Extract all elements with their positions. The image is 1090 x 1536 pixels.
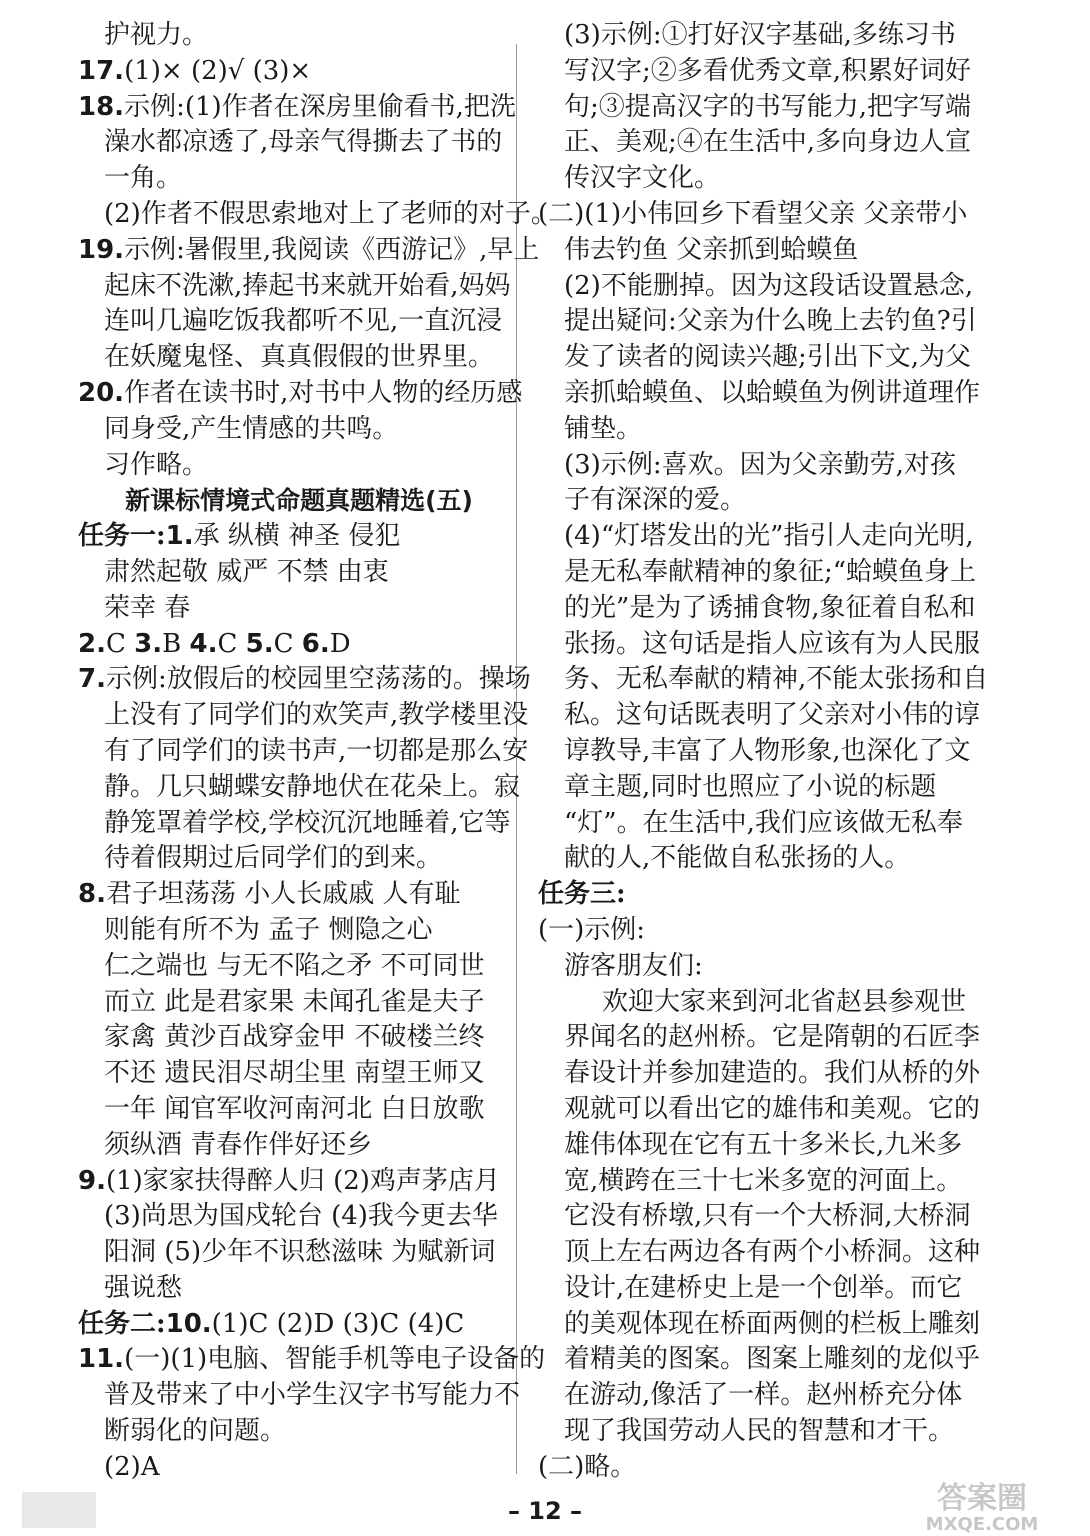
left-column — [78, 18, 557, 1486]
answer-text: (1)× (2)√ (3)× — [124, 55, 312, 86]
answer-text: 发了读者的阅读兴趣;引出下文,为父 — [564, 342, 972, 373]
answer-text: 传汉字文化。 — [564, 163, 721, 194]
answer-line — [538, 627, 981, 663]
answer-text: 的光”是为了诱捕食物,象征着自私和 — [564, 592, 976, 623]
answer-text: B — [162, 628, 190, 659]
question-number: 5. — [245, 628, 274, 659]
answer-text: 章主题,同时也照应了小说的标题 — [564, 771, 937, 802]
answer-text: (二)略。 — [538, 1451, 637, 1482]
answer-text: 界闻名的赵州桥。它是隋朝的石匠李 — [564, 1022, 981, 1053]
answer-text: 它没有桥墩,只有一个大桥洞,大桥洞 — [564, 1201, 971, 1232]
answer-line — [78, 1271, 498, 1307]
answer-text: 务、无私奉献的精神,不能太张扬和自 — [564, 664, 989, 695]
answer-text: 待着假期过后同学们的到来。 — [104, 843, 443, 874]
answer-line — [538, 1056, 981, 1092]
answer-line — [78, 877, 498, 913]
answer-text: 写汉字;②多看优秀文章,积累好词好 — [564, 55, 972, 86]
answer-text: 亲抓蛤蟆鱼、以蛤蟆鱼为例讲道理作 — [564, 377, 981, 408]
answer-line — [538, 770, 968, 806]
answer-line — [538, 161, 968, 197]
answer-text: C — [105, 628, 135, 659]
answer-line — [78, 1450, 498, 1486]
answer-line — [538, 412, 968, 448]
question-number: 7. — [78, 664, 106, 695]
question-number: 1. — [165, 521, 194, 552]
answer-text: C — [217, 628, 246, 659]
answer-line — [78, 304, 503, 340]
answer-line — [538, 269, 974, 305]
answer-line — [78, 448, 498, 484]
answer-line — [538, 340, 972, 376]
answer-line — [78, 1164, 498, 1200]
answer-text: 在游动,像活了一样。赵州桥充分体 — [564, 1380, 963, 1411]
answer-line — [538, 949, 968, 985]
answer-text: 示例:暑假里,我阅读《西游记》,早上 — [124, 234, 540, 265]
answer-line — [538, 1378, 968, 1414]
answer-text: 子有深深的爱。 — [564, 485, 747, 516]
answer-text: (一)示例: — [538, 914, 646, 945]
answer-text: 仁之端也 与无不陷之矛 不可同世 — [104, 950, 485, 981]
answer-line — [538, 1307, 981, 1343]
watermark-logo — [888, 1474, 1076, 1534]
question-number: 6. — [301, 628, 330, 659]
answer-text: (2)不能删掉。因为这段话设置悬念, — [564, 270, 974, 301]
answer-line — [538, 304, 977, 340]
answer-text: 强说愁 — [104, 1272, 183, 1303]
answer-text: 的美观体现在桥面两侧的栏板上雕刻 — [564, 1308, 981, 1339]
question-number: 18. — [78, 91, 125, 122]
answer-text: 护视力。 — [104, 20, 209, 50]
answer-line — [78, 197, 557, 233]
task-label: 任务三: — [538, 879, 626, 910]
answer-line — [78, 698, 529, 734]
answer-line — [78, 662, 531, 698]
answer-line — [78, 949, 498, 985]
answer-line — [78, 54, 498, 90]
answer-text: 张扬。这句话是指人应该有为人民服 — [564, 628, 981, 659]
answer-text: 在妖魔鬼怪、真真假假的世界里。 — [104, 342, 495, 373]
answer-line — [538, 591, 976, 627]
answer-line — [78, 770, 521, 806]
answer-text: (1)C (2)D (3)C (4)C — [211, 1308, 465, 1339]
answer-text: 示例:(1)作者在深房里偷看书,把洗 — [124, 91, 516, 122]
answer-line — [538, 985, 968, 1021]
answer-line — [78, 1307, 498, 1343]
answer-text: 肃然起敬 威严 不禁 由衷 — [104, 556, 389, 587]
answer-line — [538, 1414, 968, 1450]
answer-line — [78, 627, 498, 663]
answer-line — [538, 483, 968, 519]
answer-line — [538, 1271, 968, 1307]
answer-line — [78, 1342, 546, 1378]
answer-text: 静。几只蝴蝶安静地伏在花朵上。寂 — [104, 771, 521, 802]
answer-text: 家禽 黄沙百战穿金甲 不破楼兰终 — [104, 1022, 485, 1053]
answer-text: 观就可以看出它的雄伟和美观。它的 — [564, 1093, 981, 1124]
answer-line — [538, 698, 981, 734]
question-number: 9. — [78, 1165, 106, 1196]
question-number: 11. — [78, 1344, 125, 1375]
answer-text: 一年 闻官军收河南河北 白日放歌 — [104, 1093, 485, 1124]
watermark-top-text: 答案圈 — [937, 1481, 1027, 1516]
answer-text: (3)示例:喜欢。因为父亲勤劳,对孩 — [564, 449, 956, 480]
answer-line — [538, 1020, 981, 1056]
answer-line — [538, 1164, 968, 1200]
answer-text: 示例:放假后的校园里空荡荡的。操场 — [105, 664, 531, 695]
answer-line — [538, 555, 977, 591]
watermark-bottom-text: MXQE.COM — [925, 1514, 1039, 1534]
answer-text: C — [273, 628, 302, 659]
answer-line — [78, 376, 523, 412]
answer-text: 春设计并参加建造的。我们从桥的外 — [564, 1058, 981, 1089]
answer-text: (2)A — [104, 1451, 160, 1482]
answer-text: 宽,横跨在三十七米多宽的河面上。 — [564, 1165, 963, 1196]
answer-line — [538, 197, 968, 233]
answer-line — [538, 806, 968, 842]
answer-text: 普及带来了中小学生汉字书写能力不 — [104, 1380, 521, 1411]
answer-text: 是无私奉献精神的象征;“蛤蟆鱼身上 — [564, 556, 977, 587]
answer-text: 则能有所不为 孟子 恻隐之心 — [104, 914, 433, 945]
answer-text: 有了同学们的读书声,一切都是那么安 — [104, 735, 529, 766]
question-number: 19. — [78, 234, 125, 265]
answer-line — [78, 1199, 498, 1235]
answer-text: (3)示例:①打好汉字基础,多练习书 — [564, 20, 956, 50]
answer-line — [78, 1378, 521, 1414]
question-number: 10. — [165, 1308, 212, 1339]
answer-text: 私。这句话既表明了父亲对小伟的谆 — [564, 700, 981, 731]
answer-text: 须纵酒 青春作伴好还乡 — [104, 1129, 373, 1160]
answer-line — [78, 340, 498, 376]
section-heading: 新课标情境式命题真题精选(五) — [125, 486, 473, 516]
answer-line — [78, 985, 498, 1021]
answer-line — [78, 913, 498, 949]
answer-text: 游客朋友们: — [564, 950, 703, 981]
answer-text: (2)作者不假思索地对上了老师的对子。 — [104, 198, 557, 229]
answer-text: 提出疑问:父亲为什么晚上去钓鱼?引 — [564, 306, 977, 337]
answer-line — [78, 18, 498, 54]
answer-line — [78, 90, 516, 126]
answer-line — [538, 90, 972, 126]
answer-line — [538, 841, 968, 877]
answer-line — [78, 161, 498, 197]
question-number: 17. — [78, 55, 125, 86]
answer-text: (二)(1)小伟回乡下看望父亲 父亲带小 — [538, 198, 968, 229]
task-label: 任务二: — [78, 1308, 166, 1339]
question-number: 8. — [78, 879, 106, 910]
answer-line — [78, 125, 503, 161]
answer-line — [78, 841, 498, 877]
answer-text: 现了我国劳动人民的智慧和才干。 — [564, 1416, 955, 1447]
answer-text: 澡水都凉透了,母亲气得撕去了书的 — [104, 127, 503, 158]
answer-text: 上没有了同学们的欢笑声,教学楼里没 — [104, 700, 529, 731]
task-label: 任务一: — [78, 521, 166, 552]
answer-text: 作者在读书时,对书中人物的经历感 — [124, 377, 523, 408]
answer-text: (3)尚思为国戍轮台 (4)我今更去华 — [104, 1201, 498, 1232]
answer-line — [538, 662, 989, 698]
answer-line — [78, 1020, 498, 1056]
answer-line — [538, 1092, 981, 1128]
answer-text: (1)家家扶得醉人归 (2)鸡声茅店月 — [105, 1165, 500, 1196]
answer-line — [78, 412, 498, 448]
answer-text: 承 纵横 神圣 侵犯 — [193, 521, 401, 552]
answer-line — [78, 555, 498, 591]
answer-line — [538, 125, 972, 161]
answer-line — [538, 1199, 971, 1235]
answer-line — [78, 734, 529, 770]
answer-text: 断弱化的问题。 — [104, 1416, 287, 1447]
answer-line — [78, 1128, 498, 1164]
question-number: 3. — [134, 628, 163, 659]
answer-line — [78, 591, 498, 627]
answer-line — [78, 1414, 498, 1450]
answer-text: 不还 遗民泪尽胡尘里 南望王师又 — [104, 1058, 485, 1089]
answer-line — [538, 877, 968, 913]
answer-text: 谆教导,丰富了人物形象,也深化了文 — [564, 735, 971, 766]
answer-text: 正、美观;④在生活中,多向身边人宣 — [564, 127, 972, 158]
answer-text: D — [329, 628, 351, 659]
answer-text: 起床不洗漱,捧起书来就开始看,妈妈 — [104, 270, 511, 301]
answer-line — [538, 1128, 968, 1164]
answer-line — [538, 1342, 981, 1378]
answer-text: (一)(1)电脑、智能手机等电子设备的 — [124, 1344, 546, 1375]
answer-text: 着精美的图案。图案上雕刻的龙似乎 — [564, 1344, 981, 1375]
answer-text: 雄伟体现在它有五十多米长,九米多 — [564, 1129, 963, 1160]
answer-line — [78, 269, 511, 305]
page-number: – 12 – — [507, 1497, 583, 1525]
answer-text: 伟去钓鱼 父亲抓到蛤蟆鱼 — [564, 234, 859, 265]
answer-line — [78, 1235, 498, 1271]
answer-line — [78, 233, 540, 269]
answer-text: “灯”。在生活中,我们应该做无私奉 — [564, 807, 963, 838]
question-number: 4. — [189, 628, 218, 659]
answer-line — [538, 913, 968, 949]
answer-line — [538, 519, 974, 555]
answer-line — [538, 54, 972, 90]
answer-line — [538, 734, 971, 770]
answer-text: 设计,在建桥史上是一个创举。而它 — [564, 1272, 963, 1303]
answer-text: 习作略。 — [104, 449, 209, 480]
answer-text: 同身受,产生情感的共鸣。 — [104, 413, 399, 444]
answer-line — [78, 519, 498, 555]
answer-text: 连叫几遍吃饭我都听不见,一直沉浸 — [104, 306, 503, 337]
answer-line — [78, 806, 511, 842]
question-number: 20. — [78, 377, 125, 408]
answer-text: 君子坦荡荡 小人长戚戚 人有耻 — [105, 879, 461, 910]
answer-text: 顶上左右两边各有两个小桥洞。这种 — [564, 1237, 981, 1268]
answer-line — [538, 18, 968, 54]
answer-text: 静笼罩着学校,学校沉沉地睡着,它等 — [104, 807, 511, 838]
answer-text: (4)“灯塔发出的光”指引人走向光明, — [564, 521, 974, 552]
answer-text: 句;③提高汉字的书写能力,把字写端 — [564, 91, 972, 122]
answer-line — [78, 1056, 498, 1092]
answer-line — [538, 1235, 981, 1271]
answer-line — [538, 233, 968, 269]
answer-text: 而立 此是君家果 未闻孔雀是夫子 — [104, 986, 485, 1017]
answer-text: 一角。 — [104, 163, 183, 194]
question-number: 2. — [78, 628, 106, 659]
answer-text: 铺垫。 — [564, 413, 643, 444]
answer-line — [78, 1092, 498, 1128]
answer-line — [538, 448, 968, 484]
answer-text: 荣幸 春 — [104, 592, 191, 623]
right-column — [538, 18, 989, 1486]
answer-text: 欢迎大家来到河北省赵县参观世 — [602, 986, 967, 1017]
answer-line — [538, 376, 981, 412]
answer-text: 阳洞 (5)少年不识愁滋味 为赋新词 — [104, 1237, 496, 1268]
answer-text: 献的人,不能做自私张扬的人。 — [564, 843, 911, 874]
